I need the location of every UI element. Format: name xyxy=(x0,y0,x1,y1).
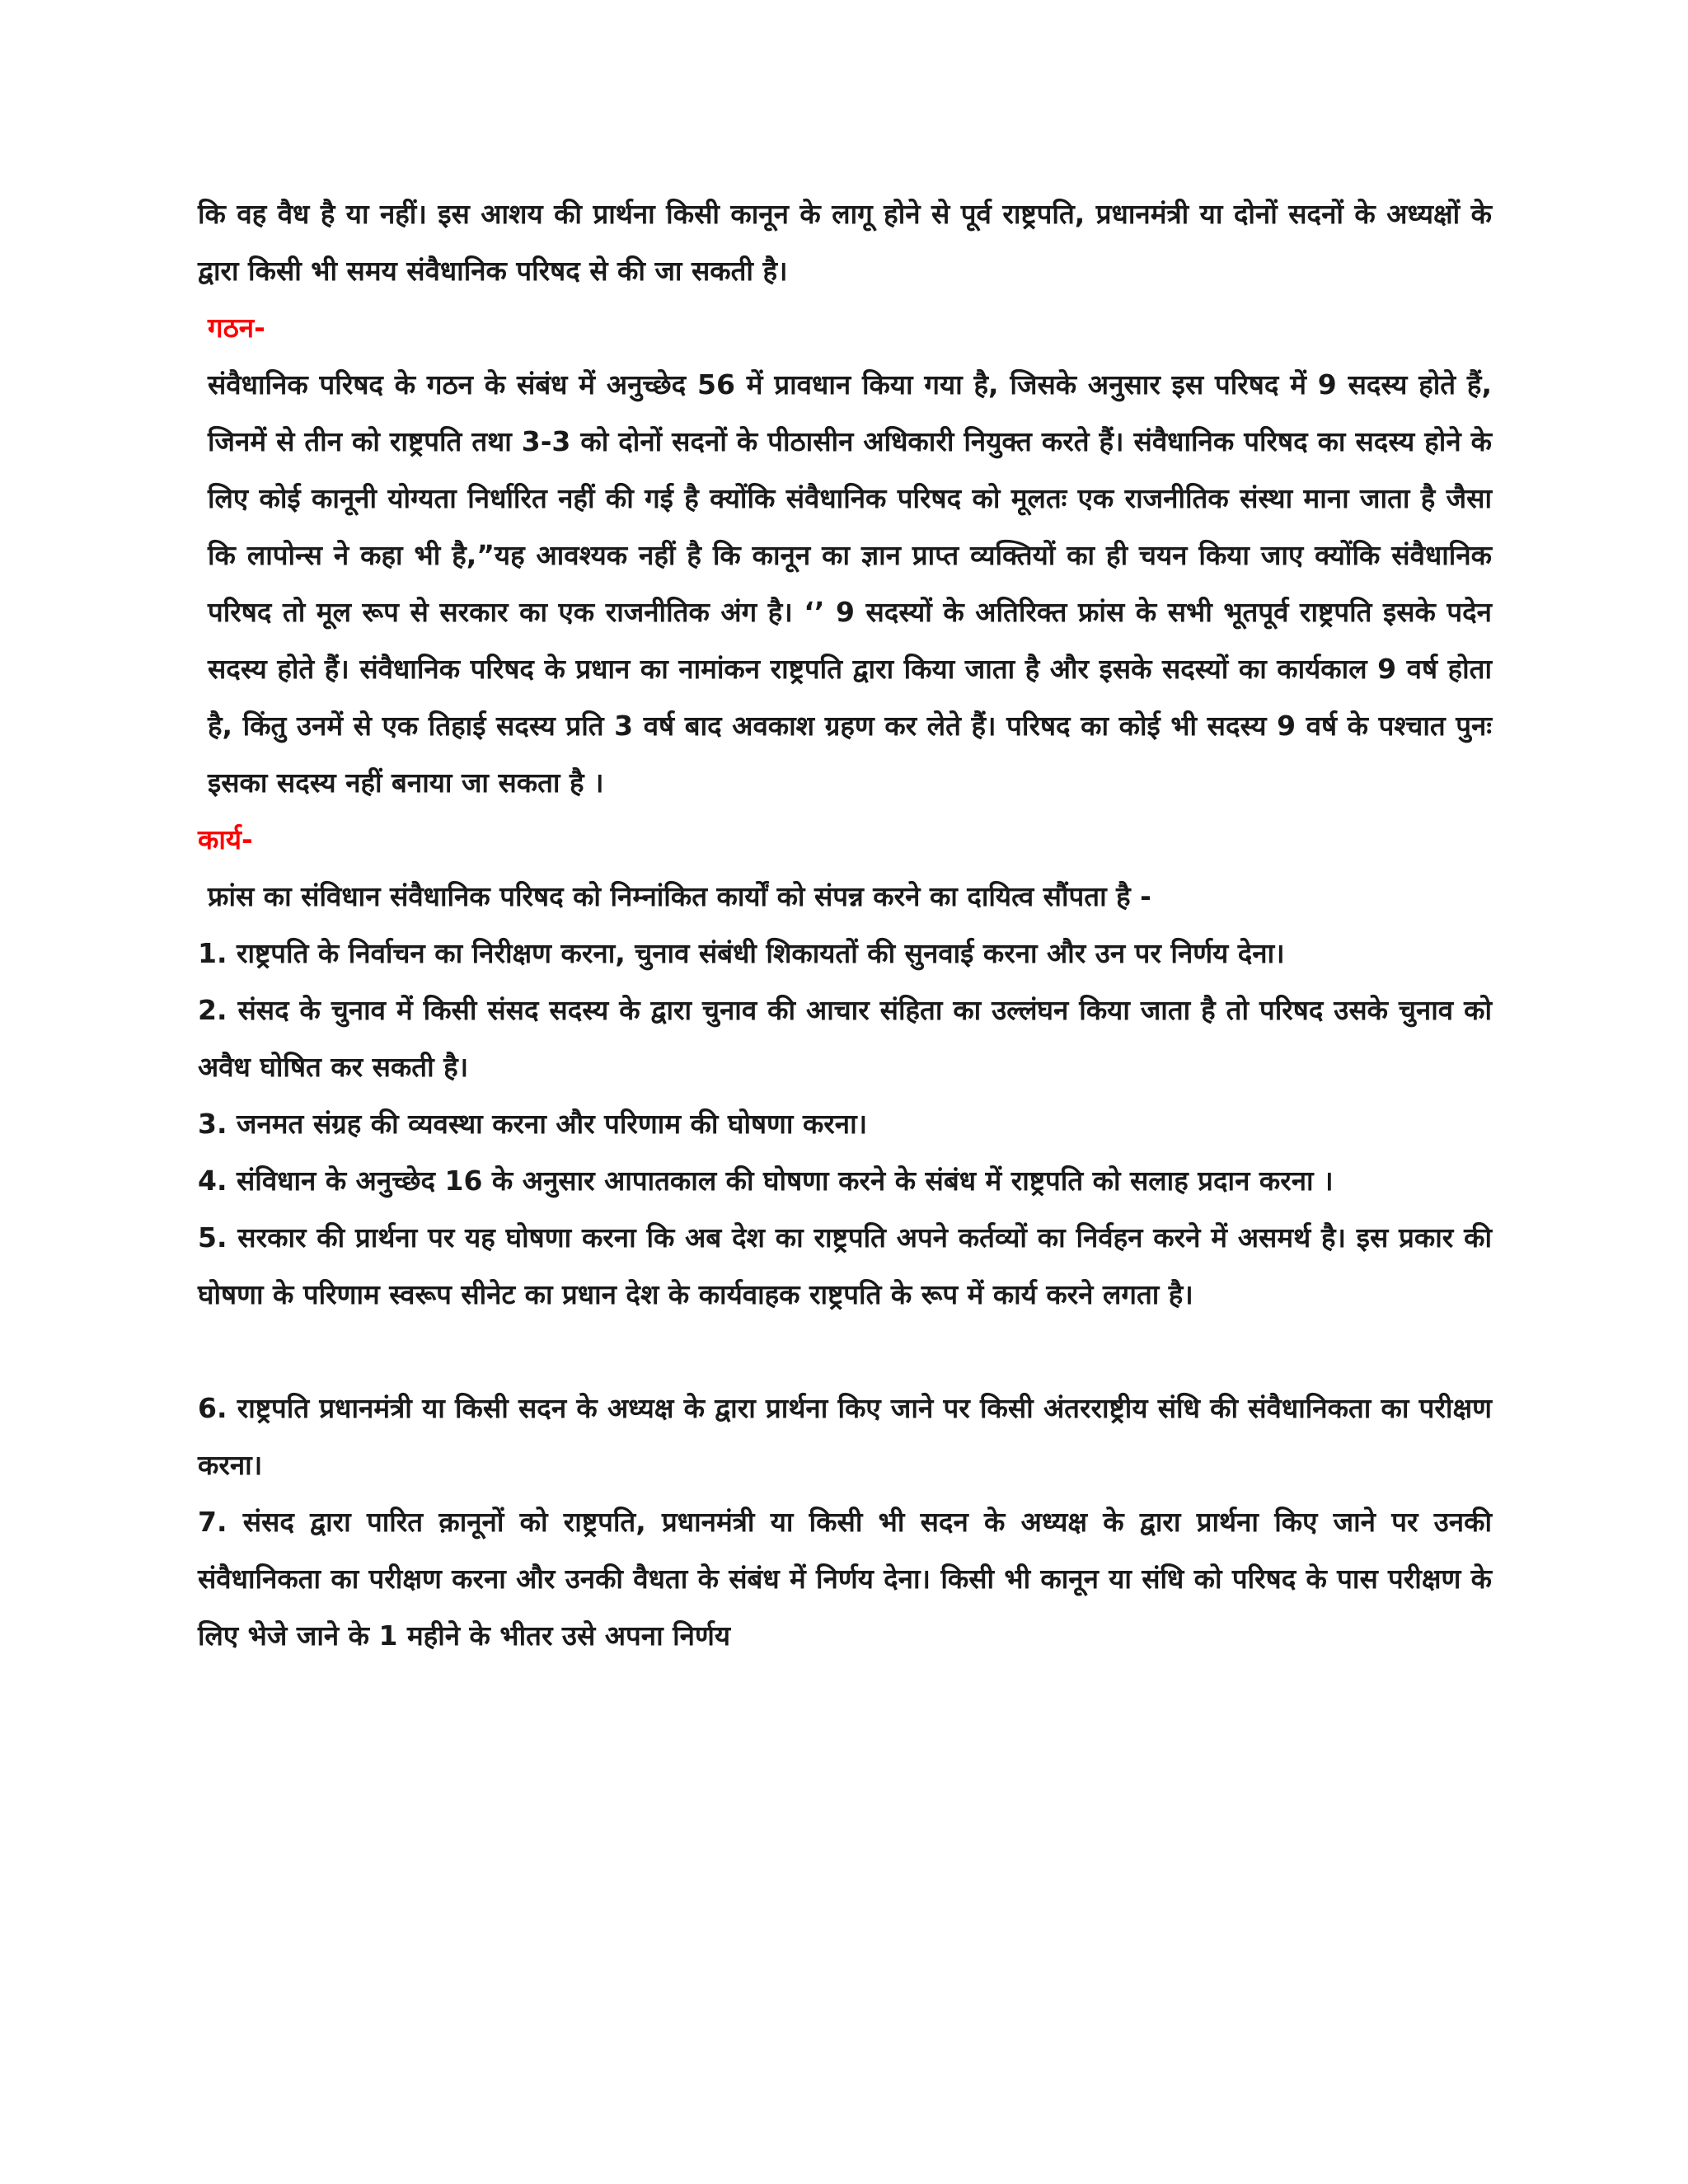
paragraph-gap xyxy=(198,1323,1492,1380)
heading-functions: कार्य- xyxy=(198,823,253,855)
function-item-2: 2. संसद के चुनाव में किसी संसद सदस्य के द्वारा चुनाव की आचार संहिता का उल्लंघन किया जाता है तो परिषद उसके चुनाव को अवैध घोषित कर सकती है। xyxy=(198,994,1492,1083)
function-item-4: 4. संविधान के अनुच्छेद 16 के अनुसार आपातकाल की घोषणा करने के संबंध में राष्ट्रपति को सलाह प्रदान करना । xyxy=(198,1165,1334,1197)
document-body xyxy=(198,185,1492,1664)
function-item-6: 6. राष्ट्रपति प्रधानमंत्री या किसी सदन के अध्यक्ष के द्वारा प्रार्थना किए जाने पर किसी अंतरराष्ट्रीय संधि की संवैधानिकता का परीक्षण करना। xyxy=(198,1392,1492,1481)
formation-paragraph: संवैधानिक परिषद के गठन के संबंध में अनुच्छेद 56 में प्रावधान किया गया है, जिसके अनुसार इस परिषद में 9 सदस्य होते हैं, जिनमें से तीन को राष्ट्रपति तथा 3-3 को दोनों सदनों के पीठासीन अधिकारी नियुक्त करते हैं। संवैधानिक परिषद का सदस्य होने के लिए कोई कानूनी योग्यता निर्धारित नहीं की गई है क्योंकि संवैधानिक परिषद को मूलतः एक राजनीतिक संस्था माना जाता है जैसा कि लापोन्स ने कहा भी है,”यह आवश्यक नहीं है कि कानून का ज्ञान प्राप्त व्यक्तियों का ही चयन किया जाए क्योंकि संवैधानिक परिषद तो मूल रूप से सरकार का एक राजनीतिक अंग है। ‘’ 9 सदस्यों के अतिरिक्त फ्रांस के सभी भूतपूर्व राष्ट्रपति इसके पदेन सदस्य होते हैं। संवैधानिक परिषद के प्रधान का नामांकन राष्ट्रपति द्वारा किया जाता है और इसके सदस्यों का कार्यकाल 9 वर्ष होता है, किंतु उनमें से एक तिहाई सदस्य प्रति 3 वर्ष बाद अवकाश ग्रहण कर लेते हैं। परिषद का कोई भी सदस्य 9 वर्ष के पश्चात पुनः इसका सदस्य नहीं बनाया जा सकता है । xyxy=(208,368,1492,799)
heading-formation: गठन- xyxy=(208,312,265,344)
function-item-5: 5. सरकार की प्रार्थना पर यह घोषणा करना कि अब देश का राष्ट्रपति अपने कर्तव्यों का निर्वहन करने में असमर्थ है। इस प्रकार की घोषणा के परिणाम स्वरूप सीनेट का प्रधान देश के कार्यवाहक राष्ट्रपति के रूप में कार्य करने लगता है। xyxy=(198,1221,1492,1310)
intro-paragraph: कि वह वैध है या नहीं। इस आशय की प्रार्थना किसी कानून के लागू होने से पूर्व राष्ट्रपति, प्रधानमंत्री या दोनों सदनों के अध्यक्षों के द्वारा किसी भी समय संवैधानिक परिषद से की जा सकती है। xyxy=(198,198,1492,287)
function-item-3: 3. जनमत संग्रह की व्यवस्था करना और परिणाम की घोषणा करना। xyxy=(198,1108,868,1140)
function-item-1: 1. राष्ट्रपति के निर्वाचन का निरीक्षण करना, चुनाव संबंधी शिकायतों की सुनवाई करना और उन पर निर्णय देना। xyxy=(198,937,1285,969)
function-item-7: 7. संसद द्वारा पारित क़ानूनों को राष्ट्रपति, प्रधानमंत्री या किसी भी सदन के अध्यक्ष के द्वारा प्रार्थना किए जाने पर उनकी संवैधानिकता का परीक्षण करना और उनकी वैधता के संबंध में निर्णय देना। किसी भी कानून या संधि को परिषद के पास परीक्षण के लिए भेजे जाने के 1 महीने के भीतर उसे अपना निर्णय xyxy=(198,1506,1492,1652)
functions-intro: फ्रांस का संविधान संवैधानिक परिषद को निम्नांकित कार्यों को संपन्न करने का दायित्व सौंपता है - xyxy=(208,880,1151,912)
